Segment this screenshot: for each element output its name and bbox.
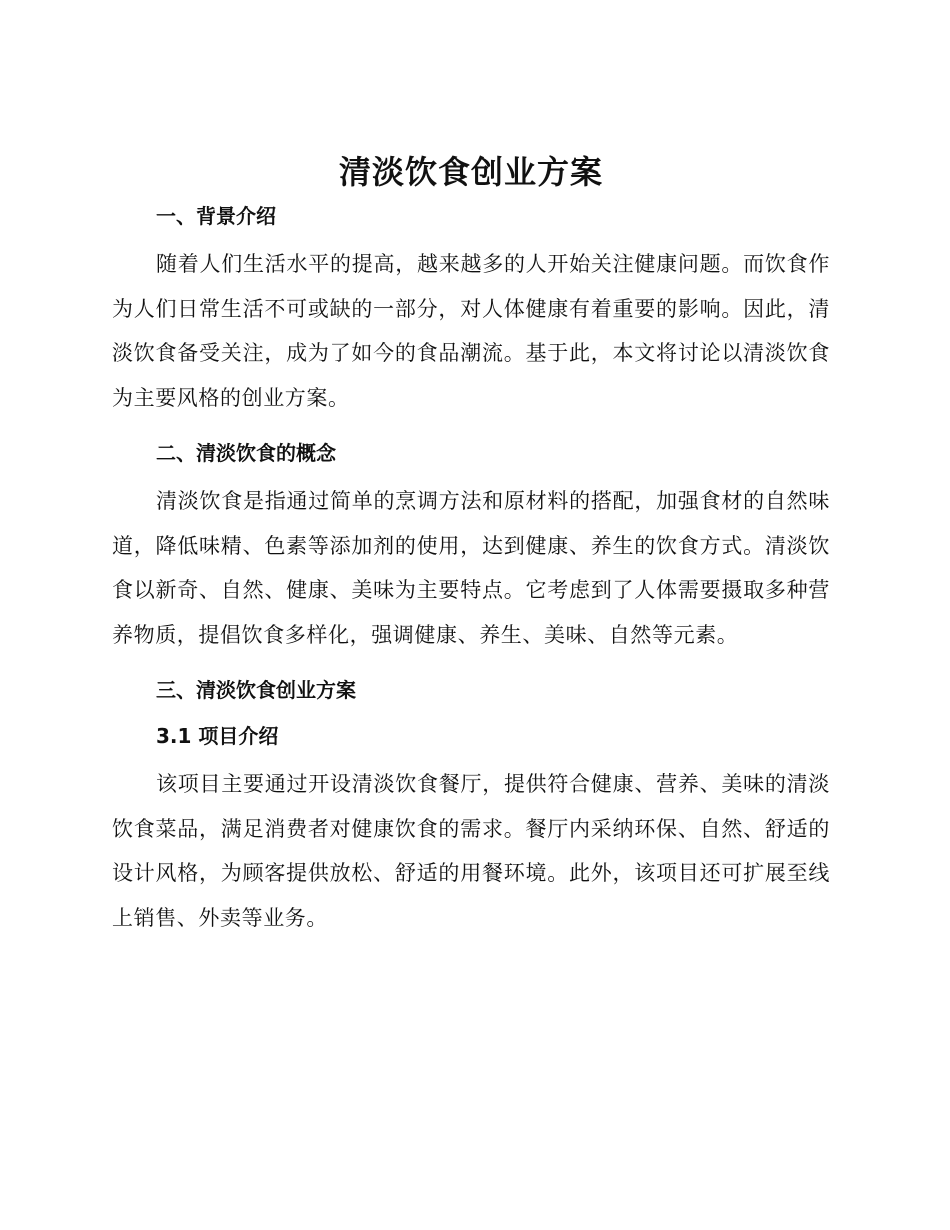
document-page — [112, 148, 830, 940]
section-heading-plan: 三、清淡饮食创业方案 — [156, 678, 356, 702]
document-title: 清淡饮食创业方案 — [338, 153, 603, 191]
spacer — [112, 657, 830, 670]
paragraph-project-intro: 该项目主要通过开设清淡饮食餐厅，提供符合健康、营养、美味的清淡饮食菜品，满足消费者对健康饮食的需求。餐厅内采纳环保、自然、舒适的设计风格，为顾客提供放松、舒适的用餐环境。此外，该项目还可扩展至线上销售、外卖等业务。 — [112, 772, 830, 930]
paragraph-concept: 清淡饮食是指通过简单的烹调方法和原材料的搭配，加强食材的自然味道，降低味精、色素等添加剂的使用，达到健康、养生的饮食方式。清淡饮食以新奇、自然、健康、美味为主要特点。它考虑到了人体需要摄取多种营养物质，提倡饮食多样化，强调健康、养生、美味、自然等元素。 — [112, 489, 830, 647]
subsection-heading-project-intro: 3.1 项目介绍 — [156, 724, 279, 748]
spacer — [112, 420, 830, 433]
paragraph-background: 随着人们生活水平的提高，越来越多的人开始关注健康问题。而饮食作为人们日常生活不可或缺的一部分，对人体健康有着重要的影响。因此，清淡饮食备受关注，成为了如今的食品潮流。基于此，本文将讨论以清淡饮食为主要风格的创业方案。 — [112, 252, 830, 410]
section-heading-background: 一、背景介绍 — [156, 204, 276, 228]
section-heading-concept: 二、清淡饮食的概念 — [156, 441, 336, 465]
